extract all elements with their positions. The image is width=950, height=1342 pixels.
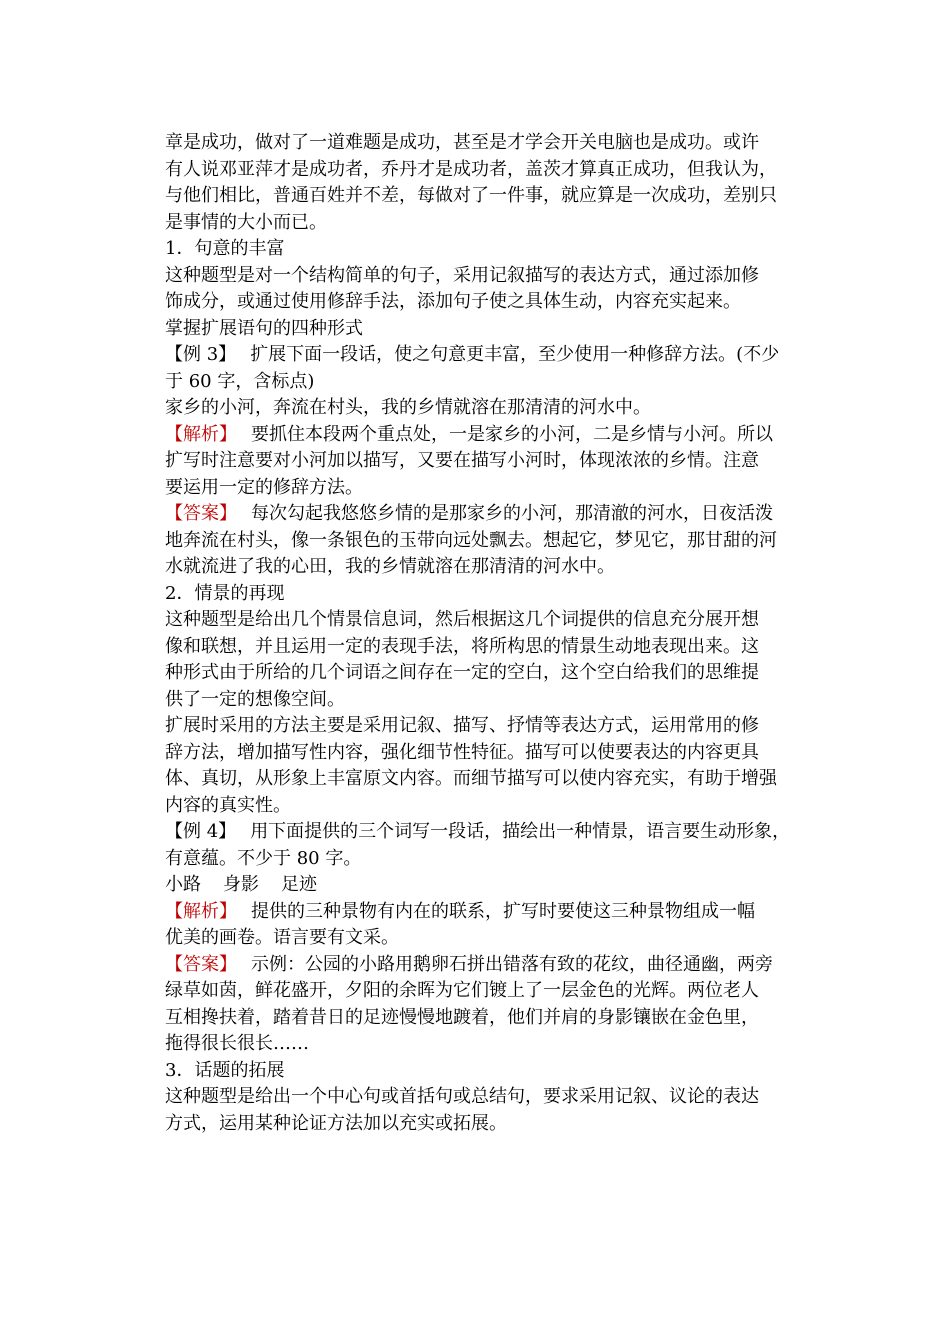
- analysis-4-line: [165, 899, 790, 926]
- text-line: 与他们相比，普通百姓并不差，每做对了一件事，就应算是一次成功，差别只: [165, 185, 777, 206]
- answer-label: 【答案】: [165, 503, 237, 524]
- example-3-sentence: 家乡的小河，奔流在村头，我的乡情就溶在那清清的河水中。: [165, 397, 651, 418]
- text-line: 饰成分，或通过使用修辞手法，添加句子使之具体生动，内容充实起来。: [165, 291, 741, 312]
- analysis-label: 【解析】: [165, 423, 237, 445]
- text-line: 互相搀扶着，踏着昔日的足迹慢慢地踱着，他们并肩的身影镶嵌在金色里，: [165, 1006, 759, 1028]
- word-3: 足迹: [281, 874, 317, 895]
- text-line: 扩写时注意要对小河加以描写，又要在描写小河时，体现浓浓的乡情。注意: [165, 450, 759, 471]
- example-3-label: 【例 3】: [165, 344, 237, 365]
- analysis-text: 要抓住本段两个重点处，一是家乡的小河，二是乡情与小河。所以: [251, 423, 773, 445]
- text-line: 章是成功，做对了一道难题是成功，甚至是才学会开关电脑也是成功。或许: [165, 132, 759, 153]
- analysis-3-line: [165, 422, 790, 449]
- text-line: 种形式由于所给的几个词语之间存在一定的空白，这个空白给我们的思维提: [165, 662, 759, 683]
- example-4-text: 用下面提供的三个词写一段话，描绘出一种情景，语言要生动形象，: [250, 821, 791, 842]
- word-2: 身影: [223, 874, 259, 895]
- text-line: 扩展时采用的方法主要是采用记叙、描写、抒情等表达方式，运用常用的修: [165, 715, 759, 736]
- example-4-line: [165, 819, 790, 846]
- example-4-words: [165, 872, 790, 899]
- analysis-label: 【解析】: [165, 900, 237, 922]
- text-line: 供了一定的想像空间。: [165, 688, 345, 710]
- text-line: 这种题型是给出几个情景信息词，然后根据这几个词提供的信息充分展开想: [165, 609, 759, 630]
- answer-label: 【答案】: [165, 953, 237, 975]
- text-line: 这种题型是对一个结构简单的句子，采用记叙描写的表达方式，通过添加修: [165, 264, 759, 286]
- section-heading-3: 3．话题的拓展: [165, 1059, 285, 1081]
- text-line: 辞方法，增加描写性内容，强化细节性特征。描写可以使要表达的内容更具: [165, 741, 759, 763]
- answer-3-line: [165, 501, 790, 528]
- document-body: [165, 130, 790, 1137]
- text-line: 拖得很长很长……: [165, 1033, 309, 1054]
- text-line: 方式，运用某种论证方法加以充实或拓展。: [165, 1112, 507, 1134]
- text-line: 地奔流在村头，像一条银色的玉带向远处飘去。想起它，梦见它，那甘甜的河: [165, 529, 777, 551]
- text-line: 体、真切，从形象上丰富原文内容。而细节描写可以使内容充实，有助于增强: [165, 768, 777, 789]
- text-line: 水就流进了我的心田，我的乡情就溶在那清清的河水中。: [165, 556, 615, 577]
- answer-4-line: [165, 952, 790, 979]
- text-line: 优美的画卷。语言要有文采。: [165, 927, 399, 948]
- text-line: 是事情的大小而已。: [165, 211, 327, 233]
- answer-text: 示例：公园的小路用鹅卵石拼出错落有致的花纹，曲径通幽，两旁: [251, 953, 773, 975]
- example-3-cont: 于 60 字，含标点): [165, 370, 315, 392]
- text-line: 掌握扩展语句的四种形式: [165, 317, 363, 339]
- example-4-label: 【例 4】: [165, 821, 237, 842]
- analysis-text: 提供的三种景物有内在的联系，扩写时要使这三种景物组成一幅: [251, 900, 755, 922]
- word-1: 小路: [165, 874, 201, 895]
- example-4-cont: 有意蕴。不少于 80 字。: [165, 847, 362, 869]
- text-line: 要运用一定的修辞方法。: [165, 476, 363, 498]
- text-line: 绿草如茵，鲜花盛开，夕阳的余晖为它们镀上了一层金色的光辉。两位老人: [165, 980, 759, 1001]
- example-3-line: [165, 342, 790, 369]
- answer-text: 每次勾起我悠悠乡情的是那家乡的小河，那清澈的河水，日夜活泼: [251, 503, 773, 524]
- example-3-text: 扩展下面一段话，使之句意更丰富，至少使用一种修辞方法。(不少: [250, 344, 780, 365]
- section-heading-1: 1．句意的丰富: [165, 238, 285, 259]
- text-line: 像和联想，并且运用一定的表现手法，将所构思的情景生动地表现出来。这: [165, 635, 759, 657]
- text-line: 内容的真实性。: [165, 794, 291, 816]
- text-line: 有人说邓亚萍才是成功者，乔丹才是成功者，盖茨才算真正成功，但我认为，: [165, 158, 777, 180]
- text-line: 这种题型是给出一个中心句或首括句或总结句，要求采用记叙、议论的表达: [165, 1086, 759, 1107]
- section-heading-2: 2．情景的再现: [165, 582, 285, 604]
